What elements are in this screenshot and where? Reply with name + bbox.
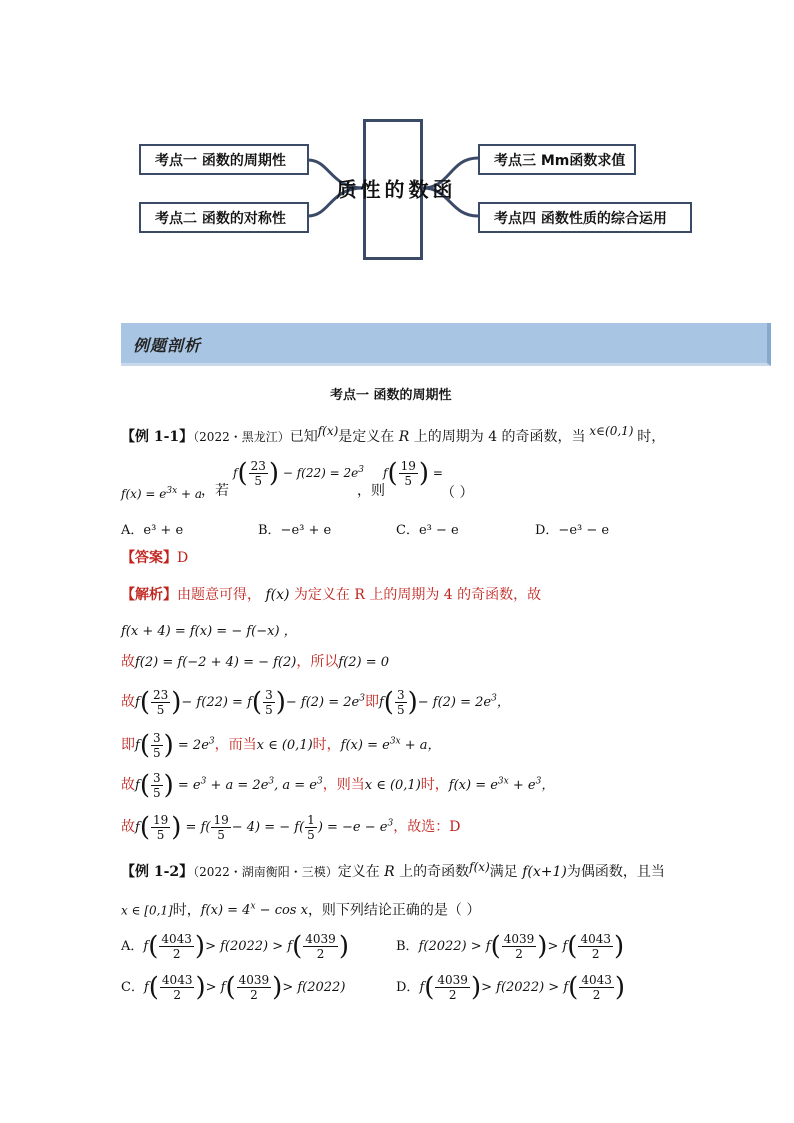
center-char: 数 xyxy=(405,179,429,200)
analysis-text: 故 xyxy=(121,777,135,793)
example-1-2-stem xyxy=(121,857,665,882)
analysis-text: 为定义在 R 上的周期为 4 的奇函数，故 xyxy=(293,587,542,603)
mindmap-node-label: 考点二 函数的对称性 xyxy=(155,210,286,227)
analysis-text: 故 xyxy=(121,819,135,835)
math-fx: f(x) xyxy=(317,424,339,438)
analysis-text: ，所以 xyxy=(296,654,339,670)
analysis-line-1 xyxy=(121,585,541,605)
stem-text: 时， xyxy=(637,429,666,445)
analysis-text: 时， xyxy=(420,777,449,793)
answer-line xyxy=(121,548,188,568)
section-banner xyxy=(121,323,771,366)
answer-blank: （ ） xyxy=(441,485,474,501)
stem-text: 为偶函数，且当 xyxy=(566,864,665,880)
stem-text: ，则下列结论正确的是（ ） xyxy=(307,902,481,919)
analysis-text: 故 xyxy=(121,654,135,670)
mindmap-center-node xyxy=(333,119,453,260)
option-c xyxy=(121,973,345,1002)
analysis-line-6 xyxy=(121,771,554,800)
example-source: （2022・黑龙江） xyxy=(193,430,290,444)
center-char: 质 xyxy=(333,179,357,200)
option-c: C．e³ − e xyxy=(396,523,459,538)
analysis-line-5 xyxy=(121,731,441,760)
math-fx-def: $f(x) = e^{3x} + a$ xyxy=(121,486,203,501)
analysis-line-3 xyxy=(121,652,389,673)
analysis-text: 故 xyxy=(121,694,135,710)
math-fx1: f(x+1) xyxy=(517,864,567,880)
analysis-text: 时， xyxy=(312,737,341,753)
analysis-label: 【解析】 xyxy=(121,587,177,603)
option-formula: f( $\frac{4043}{2}$ )> f( $\frac{4039}{2}$ )> f(2022) xyxy=(143,972,346,1003)
example-1-1-stem xyxy=(121,421,665,447)
example-tag: 【例 1-1】 xyxy=(121,429,194,445)
option-label: C． xyxy=(121,980,144,995)
analysis-text: ，则当 xyxy=(322,777,365,793)
math-text: x ∈ (0,1) xyxy=(364,778,421,793)
stem-text: ，若 xyxy=(201,483,229,499)
center-char: 性 xyxy=(357,179,381,200)
example-1-2-condition xyxy=(121,897,480,921)
answer-label: 【答案】 xyxy=(121,550,177,566)
stem-text: 上的奇函数 xyxy=(399,864,470,880)
option-label: B． xyxy=(396,939,419,954)
analysis-text: ，而当 xyxy=(214,737,257,753)
math-text: $f(x) = 4^x - \cos x$ xyxy=(200,902,308,919)
section-title: 考点一 函数的周期性 xyxy=(330,388,452,403)
mindmap-node-left-1 xyxy=(139,144,309,175)
stem-text: ，则 xyxy=(357,483,385,499)
math-text: f( $\frac{19}{5}$ ) = f( $\frac{19}{5}$ − 4) = − f( $\frac{1}{5}$ ) = $-e - e^3$ xyxy=(135,812,394,843)
math-text: f( $\frac{3}{5}$ )− $f(2) = 2e^3$， xyxy=(378,687,510,718)
math-text: $f(x) = e^{3x} + e^3$， xyxy=(448,776,555,793)
math-domain: x∈(0,1) xyxy=(585,424,638,438)
mindmap-node-left-2 xyxy=(139,202,309,233)
stem-text: 是定义在 xyxy=(338,429,395,445)
math-query: f( $\frac{19}{5}$ ) = xyxy=(383,458,443,489)
center-char: 的 xyxy=(381,179,405,200)
analysis-line-4 xyxy=(121,688,510,717)
stem-text: 满足 xyxy=(489,864,518,880)
mindmap-node-label: 考点三 Mm函数求值 xyxy=(494,152,626,169)
option-a xyxy=(121,932,349,961)
analysis-text: ，故选：D xyxy=(393,819,461,835)
analysis-text: 即 xyxy=(364,694,379,710)
analysis-line-2 xyxy=(121,622,297,642)
option-b xyxy=(396,932,624,961)
math-condition: f( $\frac{23}{5}$ ) − $f(22) = 2e^3$ xyxy=(233,458,364,489)
option-formula: f(2022) > f( $\frac{4039}{2}$ )> f( $\frac{4043}{2}$ ) xyxy=(418,931,625,962)
math-text: f( $\frac{3}{5}$ ) = $e^3 + a = 2e^3$, $a = e^3$ xyxy=(135,770,323,801)
stem-text: 上的周期为 4 的奇函数，当 xyxy=(413,429,586,445)
math-text: $f(x) = e^{3x} + a$， xyxy=(340,736,441,753)
mindmap-node-right-2 xyxy=(478,202,692,233)
analysis-text: 由题意可得， xyxy=(177,587,261,603)
math-text: f(2) = 0 xyxy=(338,655,389,670)
option-b: B．−e³ + e xyxy=(258,523,332,538)
option-label: D． xyxy=(396,980,420,995)
math-R: R xyxy=(379,864,400,880)
math-text: f(2) = f(−2 + 4) = − f(2) xyxy=(135,655,297,670)
math-fx: f(x) xyxy=(469,860,490,874)
answer-value: D xyxy=(177,550,189,566)
banner-title: 例题剖析 xyxy=(133,336,202,355)
mindmap-node-right-1 xyxy=(478,144,636,175)
option-d xyxy=(396,973,625,1002)
math-fx: f(x) xyxy=(261,587,294,603)
option-formula: f( $\frac{4039}{2}$ )> f(2022) > f( $\frac{4043}{2}$ ) xyxy=(419,972,626,1003)
stem-text: 时， xyxy=(172,902,201,919)
math-text: f( $\frac{23}{5}$ )− f(22) = f( $\frac{3}{5}$ )− $f(2) = 2e^3$ xyxy=(135,687,365,718)
math-R: R xyxy=(394,429,414,445)
mindmap-node-label: 考点四 函数性质的综合运用 xyxy=(494,210,667,227)
center-char: 函 xyxy=(429,179,453,200)
option-label: A． xyxy=(121,939,144,954)
math-text: f( $\frac{3}{5}$ ) = $2e^3$ xyxy=(135,730,215,761)
math-text: f(x + 4) = f(x) = − f(−x) ， xyxy=(121,624,297,639)
math-text: x ∈ [0,1] xyxy=(121,903,173,918)
analysis-text: 即 xyxy=(121,737,135,753)
mindmap-node-label: 考点一 函数的周期性 xyxy=(155,152,286,169)
example-source: （2022・湖南衡阳・三模） xyxy=(193,865,338,879)
option-a: A．e³ + e xyxy=(121,523,184,538)
analysis-line-7 xyxy=(121,813,460,842)
option-d: D．−e³ − e xyxy=(535,523,610,538)
option-formula: f( $\frac{4043}{2}$ )> f(2022) > f( $\frac{4039}{2}$ ) xyxy=(143,931,349,962)
stem-text: 定义在 xyxy=(337,864,380,880)
example-tag: 【例 1-2】 xyxy=(121,864,194,880)
stem-text: 已知 xyxy=(289,429,318,445)
math-text: x ∈ (0,1) xyxy=(256,738,313,753)
